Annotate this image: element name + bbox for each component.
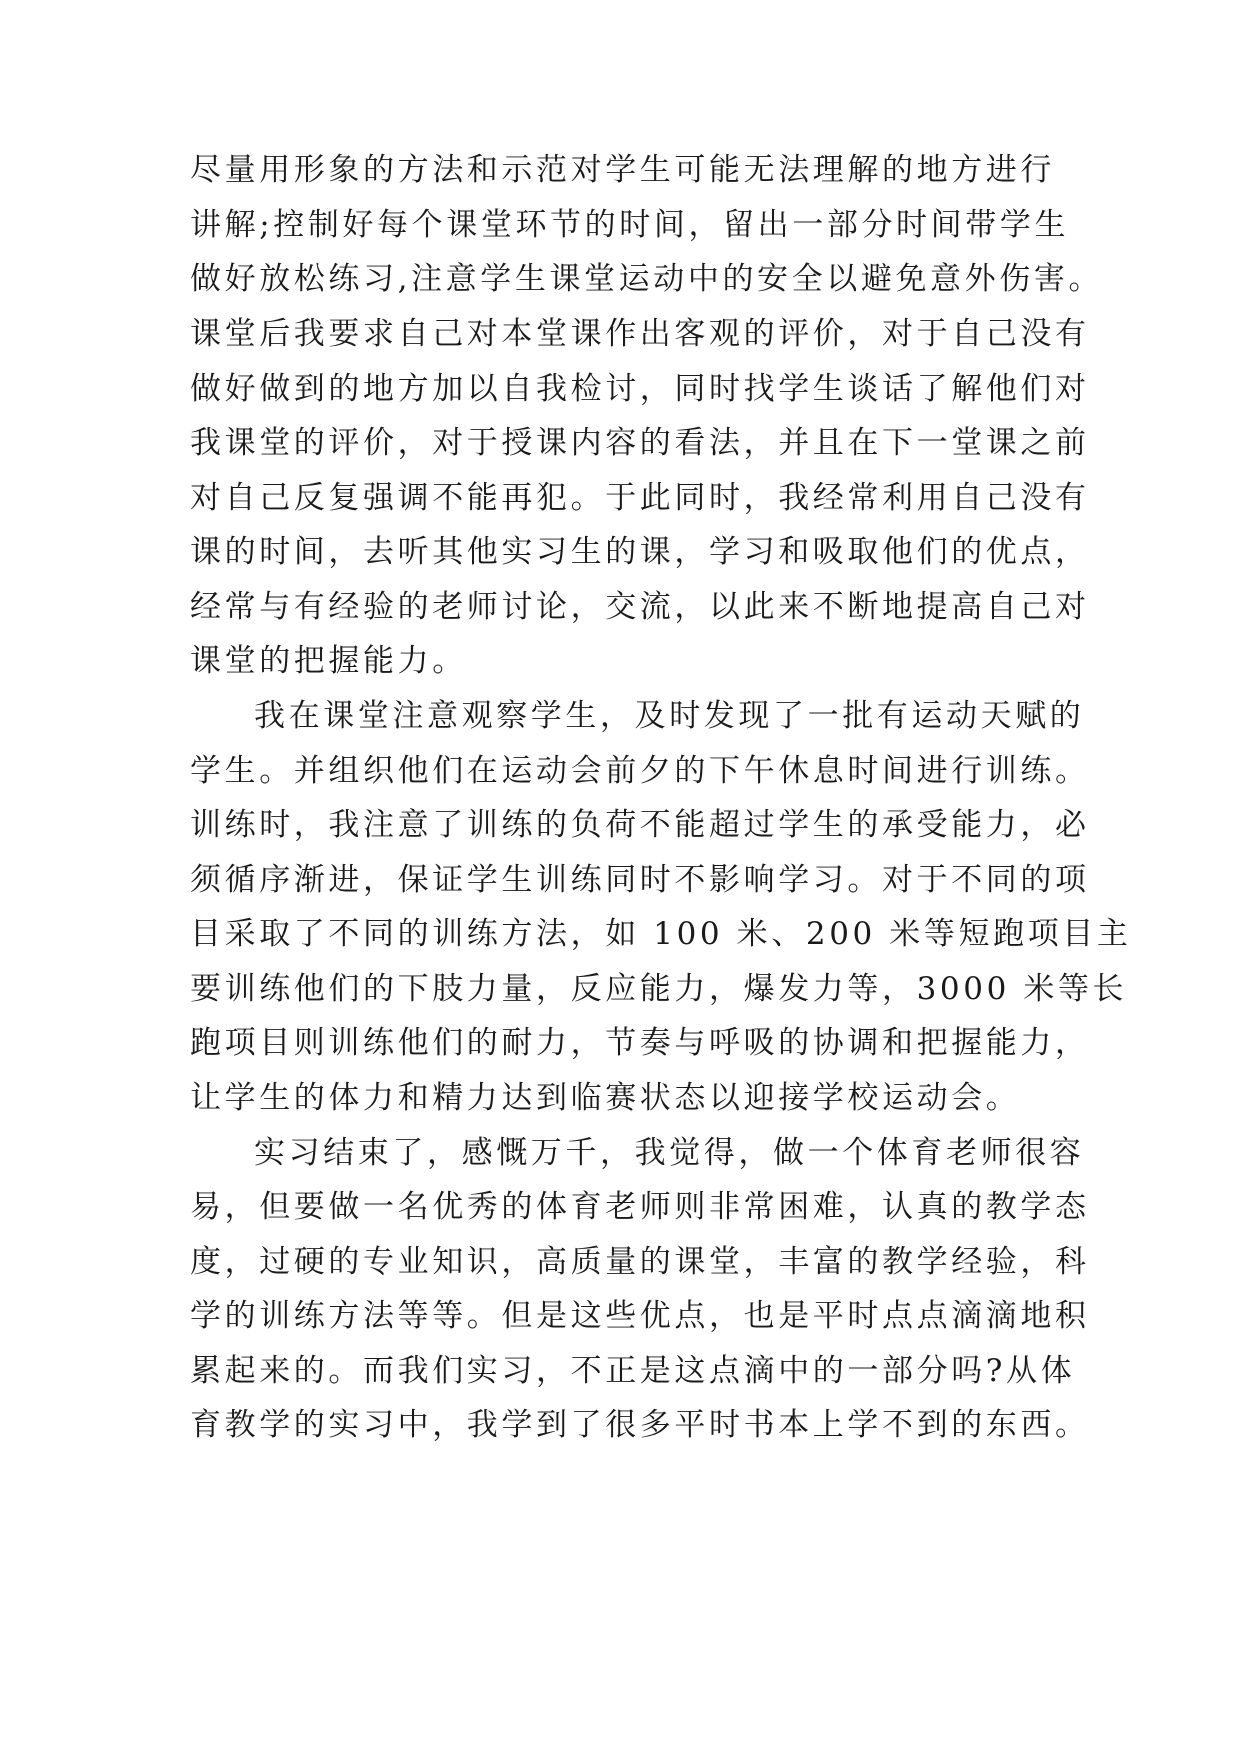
text-line: 目采取了不同的训练方法，如 100 米、200 米等短跑项目主 [190,916,1132,952]
paragraph-first-line: 实习结束了，感慨万千，我觉得，做一个体育老师很容 [254,1135,1085,1171]
text-line: 训练时，我注意了训练的负荷不能超过学生的承受能力，必 [190,807,1090,843]
paragraph-first-line: 我在课堂注意观察学生，及时发现了一批有运动天赋的 [254,698,1085,734]
text-line: 跑项目则训练他们的耐力，节奏与呼吸的协调和把握能力， [190,1025,1090,1061]
text-line: 经常与有经验的老师讨论，交流，以此来不断地提高自己对 [190,589,1090,625]
text-line: 课堂的把握能力。 [190,643,467,679]
text-line: 累起来的。而我们实习，不正是这点滴中的一部分吗?从体 [190,1353,1076,1389]
text-line: 课堂后我要求自己对本堂课作出客观的评价，对于自己没有 [190,316,1090,352]
text-line: 易，但要做一名优秀的体育老师则非常困难，认真的教学态 [190,1189,1090,1225]
text-line: 度，过硬的专业知识，高质量的课堂，丰富的教学经验，科 [190,1244,1090,1280]
text-line: 我课堂的评价，对于授课内容的看法，并且在下一堂课之前 [190,425,1090,461]
text-line: 学的训练方法等等。但是这些优点，也是平时点点滴滴地积 [190,1298,1090,1334]
text-line: 做好放松练习,注意学生课堂运动中的安全以避免意外伤害。 [190,261,1104,297]
text-line: 要训练他们的下肢力量，反应能力，爆发力等，3000 米等长 [190,971,1128,1007]
text-line: 尽量用形象的方法和示范对学生可能无法理解的地方进行 [190,152,1055,188]
text-line: 对自己反复强调不能再犯。于此同时，我经常利用自己没有 [190,480,1090,516]
text-line: 课的时间，去听其他实习生的课，学习和吸取他们的优点， [190,534,1090,570]
text-line: 须循序渐进，保证学生训练同时不影响学习。对于不同的项 [190,862,1090,898]
text-line: 讲解;控制好每个课堂环节的时间，留出一部分时间带学生 [190,207,1070,243]
text-line: 育教学的实习中，我学到了很多平时书本上学不到的东西。 [190,1407,1090,1443]
text-line: 让学生的体力和精力达到临赛状态以迎接学校运动会。 [190,1080,1021,1116]
text-line: 学生。并组织他们在运动会前夕的下午休息时间进行训练。 [190,753,1090,789]
text-line: 做好做到的地方加以自我检讨，同时找学生谈话了解他们对 [190,371,1090,407]
